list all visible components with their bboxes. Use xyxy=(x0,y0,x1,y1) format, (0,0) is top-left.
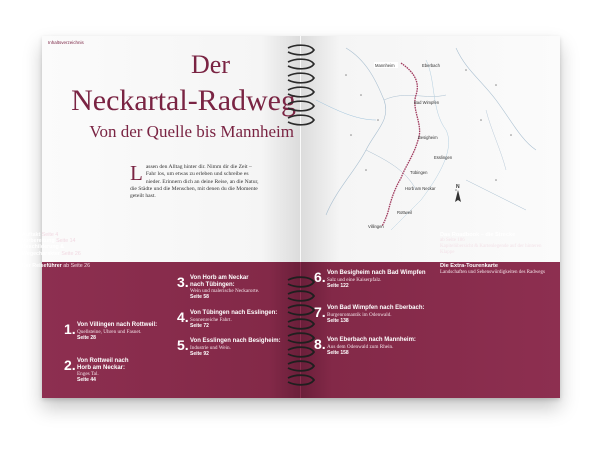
compass-icon xyxy=(455,184,461,202)
map-border xyxy=(486,110,506,170)
city-markers xyxy=(368,62,453,229)
meta-list xyxy=(22,232,90,269)
meta-item[interactable]: Beschilderung & xyxy=(22,244,65,251)
route-map xyxy=(306,40,556,229)
meta-item[interactable]: Vorbereitung Seite 14 xyxy=(22,238,76,245)
city-label: Rottweil xyxy=(397,210,412,215)
spiral-binding xyxy=(284,44,318,384)
dropcap: L xyxy=(130,161,143,185)
map-border xyxy=(366,150,416,190)
city-label: Eberbach xyxy=(422,63,440,68)
toc-label: Inhaltsverzeichnis xyxy=(48,40,84,45)
city-label: Esslingen xyxy=(434,155,453,160)
city-label: Bad Wimpfen xyxy=(414,100,440,105)
compass-label: N xyxy=(456,184,460,190)
extras-list xyxy=(440,232,550,276)
map-border xyxy=(326,48,386,215)
title-line-2: Neckartal-Radweg xyxy=(71,84,296,117)
city-label: Horb am Neckar xyxy=(405,186,436,191)
extra-entry[interactable]: Die Extra-Tourenkarte Landschaften und Sehenswürdigkeiten des Radwegs xyxy=(440,263,545,275)
city-label: Tübingen xyxy=(410,170,428,175)
city-label: Mannheim xyxy=(375,63,395,68)
meta-item[interactable]: Wegecharakter Seite 26 xyxy=(22,250,81,257)
minor-places xyxy=(345,69,512,191)
city-label: Besigheim xyxy=(418,135,438,140)
extra-entry[interactable]: Das Roadbook – die Strecke ab Seite 186 Kapitelübersicht & Kartenlegende auf der hinteren Klappe xyxy=(440,232,542,256)
meta-item[interactable]: Der Reiseführer ab Seite 26 xyxy=(22,262,91,269)
intro-body: assen den Alltag hinter dir. Nimm dir die Zeit – Fahr los, um etwas zu erleben und schreibe es nieder. Erinnern dich an deine Reise, an die Natur, die Städte und die Menschen, mit denen du die Momente geteilt hast. xyxy=(130,164,259,200)
river-line xyxy=(391,60,449,230)
city-label: Villingen xyxy=(368,224,384,229)
intro-text xyxy=(130,161,262,200)
river-line xyxy=(316,100,376,120)
map-border xyxy=(456,48,536,150)
subtitle: Von der Quelle bis Mannheim xyxy=(89,122,294,141)
route-line xyxy=(382,63,420,226)
map-border xyxy=(466,180,526,210)
meta-item[interactable]: Auftakt Seite 4 xyxy=(22,232,59,238)
title-line-1: Der xyxy=(191,50,230,79)
